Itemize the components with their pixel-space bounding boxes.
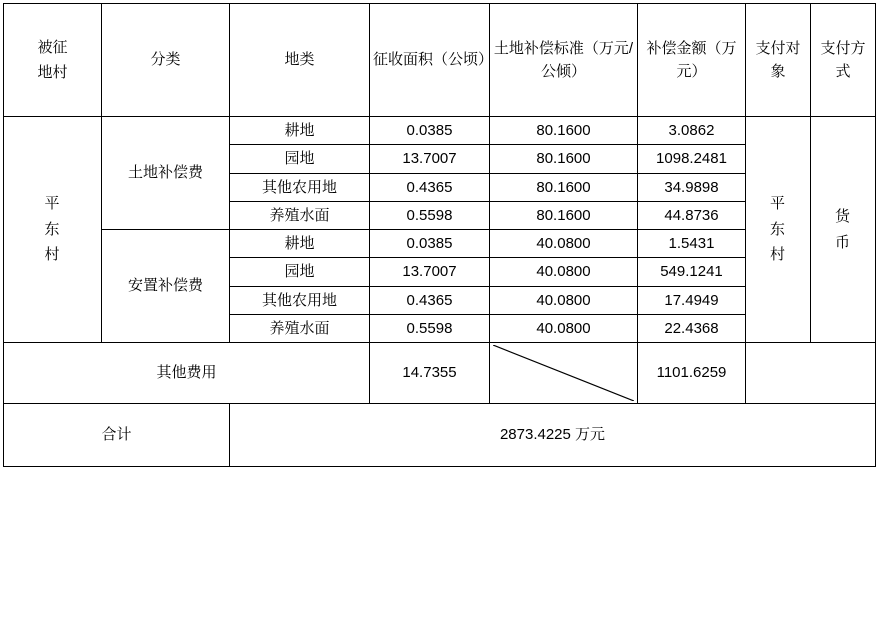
pay-target-cell [746, 117, 811, 343]
village-name-cell [4, 117, 102, 343]
village-char-3: 村 [44, 246, 61, 264]
header-pay-method: 支付方式 [811, 4, 876, 117]
pay-method-char-2: 币 [834, 233, 851, 251]
other-fee-amount: 1101.6259 [638, 343, 746, 404]
header-area: 征收面积（公顷） [370, 4, 490, 117]
table-header-row [4, 4, 876, 117]
village-char-2: 东 [44, 220, 61, 238]
standard-cell: 40.0800 [490, 230, 638, 258]
area-cell: 0.5598 [370, 201, 490, 229]
amount-cell: 1098.2481 [638, 145, 746, 173]
area-cell: 0.0385 [370, 230, 490, 258]
standard-cell: 80.1600 [490, 145, 638, 173]
total-value: 2873.4225 万元 [230, 404, 876, 467]
landtype-cell: 养殖水面 [230, 201, 370, 229]
landtype-cell: 园地 [230, 145, 370, 173]
standard-cell: 80.1600 [490, 201, 638, 229]
header-standard: 土地补偿标准（万元/公倾） [490, 4, 638, 117]
category-land-compensation: 土地补偿费 [102, 117, 230, 230]
standard-cell: 40.0800 [490, 314, 638, 342]
other-fee-label: 其他费用 [4, 343, 370, 404]
compensation-table-page [0, 3, 878, 617]
category-resettlement-compensation: 安置补偿费 [102, 230, 230, 343]
standard-cell: 40.0800 [490, 286, 638, 314]
landtype-cell: 耕地 [230, 230, 370, 258]
table-row [4, 117, 876, 145]
area-cell: 0.4365 [370, 286, 490, 314]
header-village [4, 4, 102, 117]
header-landtype: 地类 [230, 4, 370, 117]
area-cell: 13.7007 [370, 145, 490, 173]
landtype-cell: 园地 [230, 258, 370, 286]
table-row [4, 230, 876, 258]
landtype-cell: 其他农用地 [230, 286, 370, 314]
total-row [4, 404, 876, 467]
amount-cell: 1.5431 [638, 230, 746, 258]
area-cell: 0.4365 [370, 173, 490, 201]
village-char-1: 平 [44, 195, 61, 213]
standard-cell: 80.1600 [490, 173, 638, 201]
pay-target-char-3: 村 [769, 246, 786, 264]
amount-cell: 22.4368 [638, 314, 746, 342]
amount-cell: 44.8736 [638, 201, 746, 229]
other-fee-row [4, 343, 876, 404]
standard-cell: 40.0800 [490, 258, 638, 286]
area-cell: 0.5598 [370, 314, 490, 342]
other-fee-standard-empty [490, 343, 638, 404]
other-fee-pay-empty [746, 343, 876, 404]
landtype-cell: 养殖水面 [230, 314, 370, 342]
amount-cell: 17.4949 [638, 286, 746, 314]
header-village-line2: 地村 [37, 64, 68, 81]
header-village-line1: 被征 [37, 38, 68, 56]
header-amount: 补偿金额（万元） [638, 4, 746, 117]
pay-method-cell [811, 117, 876, 343]
amount-cell: 3.0862 [638, 117, 746, 145]
landtype-cell: 其他农用地 [230, 173, 370, 201]
header-category: 分类 [102, 4, 230, 117]
other-fee-area: 14.7355 [370, 343, 490, 404]
header-pay-target: 支付对象 [746, 4, 811, 117]
landtype-cell: 耕地 [230, 117, 370, 145]
area-cell: 0.0385 [370, 117, 490, 145]
amount-cell: 34.9898 [638, 173, 746, 201]
pay-target-char-1: 平 [769, 195, 786, 213]
total-label: 合计 [4, 404, 230, 467]
pay-method-char-1: 货 [834, 208, 851, 225]
compensation-table [3, 3, 876, 467]
diagonal-strike-icon [493, 345, 634, 401]
amount-cell: 549.1241 [638, 258, 746, 286]
area-cell: 13.7007 [370, 258, 490, 286]
standard-cell: 80.1600 [490, 117, 638, 145]
pay-target-char-2: 东 [769, 220, 786, 238]
